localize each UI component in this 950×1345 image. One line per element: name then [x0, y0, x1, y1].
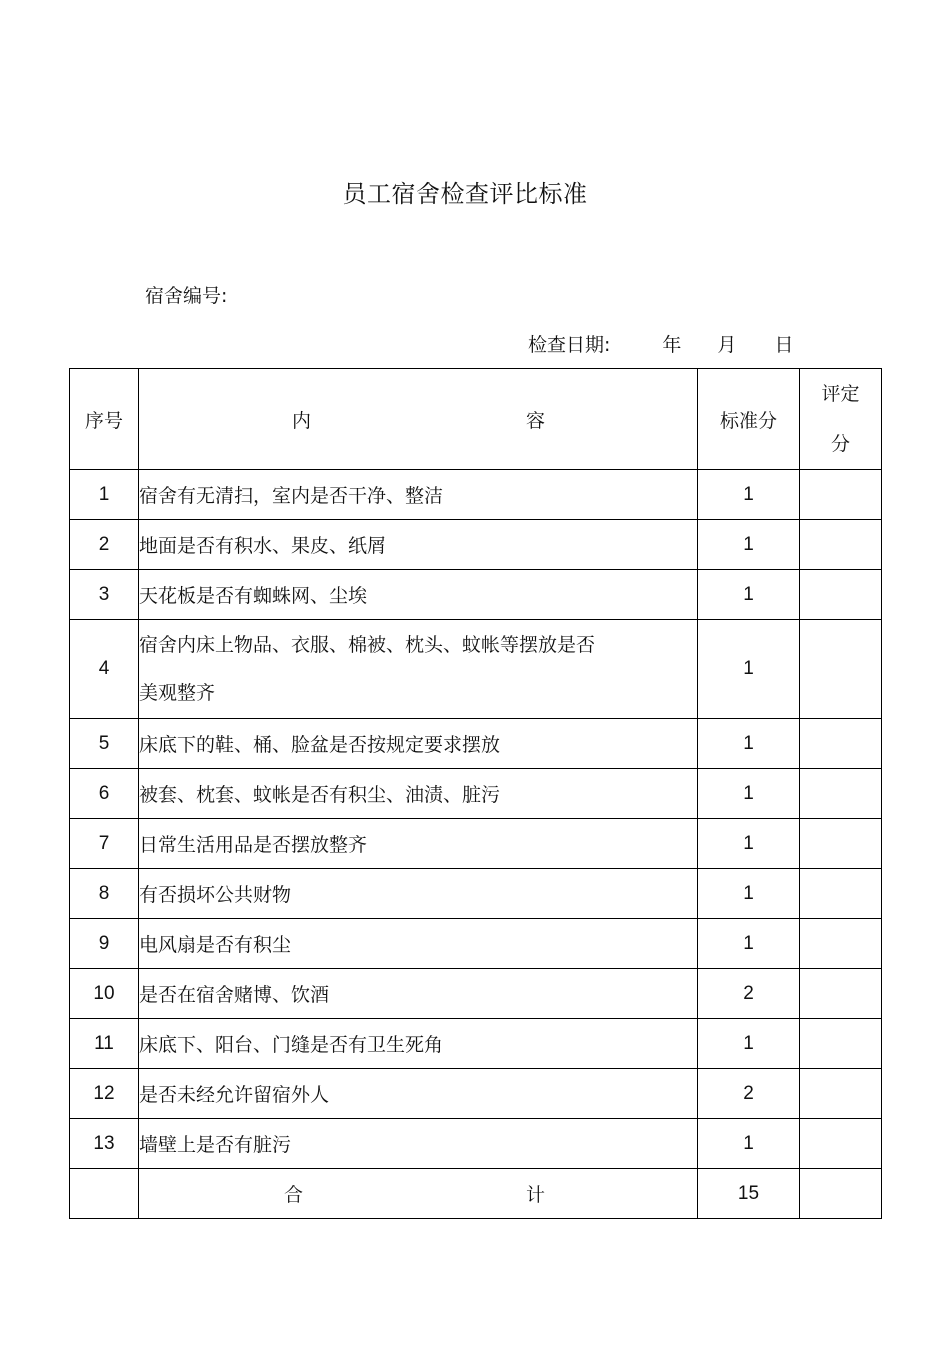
- table-row: [70, 1019, 882, 1069]
- row-score-cell[interactable]: [800, 869, 882, 919]
- table-row: [70, 620, 882, 719]
- row-no: 9: [70, 919, 139, 969]
- row-no: 7: [70, 819, 139, 869]
- table-row: [70, 470, 882, 520]
- row-score-cell[interactable]: [800, 620, 882, 719]
- table-row: [70, 869, 882, 919]
- row-standard: 1: [698, 1119, 800, 1169]
- table-header-row: [70, 369, 882, 470]
- row-content: 电风扇是否有积尘: [139, 919, 698, 969]
- date-year-label: 年: [662, 334, 682, 356]
- header-content-left: 内: [292, 409, 312, 432]
- row-content: 是否在宿舍赌博、饮酒: [139, 969, 698, 1019]
- row-score-cell[interactable]: [800, 470, 882, 520]
- row-score-cell[interactable]: [800, 1119, 882, 1169]
- row-content: 有否损坏公共财物: [139, 869, 698, 919]
- table-row: [70, 969, 882, 1019]
- row-score-cell[interactable]: [800, 719, 882, 769]
- row-no: 1: [70, 470, 139, 520]
- row-content: [139, 620, 698, 719]
- table-row: [70, 1069, 882, 1119]
- row-content: 床底下的鞋、桶、脸盆是否按规定要求摆放: [139, 719, 698, 769]
- check-date-label: 检查日期:: [528, 334, 611, 356]
- total-no-cell: [70, 1169, 139, 1219]
- row-no: 2: [70, 520, 139, 570]
- row-no: 3: [70, 570, 139, 620]
- row-no: 11: [70, 1019, 139, 1069]
- row-score-cell[interactable]: [800, 919, 882, 969]
- table-row: [70, 919, 882, 969]
- row-standard: 1: [698, 470, 800, 520]
- header-standard: 标准分: [698, 369, 800, 470]
- row-score-cell[interactable]: [800, 819, 882, 869]
- row-content: 被套、枕套、蚊帐是否有积尘、油渍、脏污: [139, 769, 698, 819]
- row-no: 12: [70, 1069, 139, 1119]
- row-standard: 1: [698, 520, 800, 570]
- header-score: [800, 369, 882, 470]
- row-no: 13: [70, 1119, 139, 1169]
- row-content: 墙壁上是否有脏污: [139, 1119, 698, 1169]
- header-no: 序号: [70, 369, 139, 470]
- row-content: 床底下、阳台、门缝是否有卫生死角: [139, 1019, 698, 1069]
- table-row: [70, 719, 882, 769]
- table-row: [70, 769, 882, 819]
- row-standard: 1: [698, 1019, 800, 1069]
- row-no: 8: [70, 869, 139, 919]
- row-content: 是否未经允许留宿外人: [139, 1069, 698, 1119]
- row-score-cell[interactable]: [800, 1069, 882, 1119]
- total-label-right: 计: [525, 1184, 545, 1206]
- row-no: 6: [70, 769, 139, 819]
- row-standard: 1: [698, 919, 800, 969]
- row-standard: 1: [698, 819, 800, 869]
- header-content-right: 容: [525, 409, 545, 432]
- row-standard: 1: [698, 620, 800, 719]
- row-standard: 2: [698, 1069, 800, 1119]
- row-standard: 1: [698, 719, 800, 769]
- row-score-cell[interactable]: [800, 570, 882, 620]
- table-total-row: [70, 1169, 882, 1219]
- header-content: [139, 369, 698, 470]
- row-content: 宿舍有无清扫，室内是否干净、整洁: [139, 470, 698, 520]
- row-content: 天花板是否有蜘蛛网、尘埃: [139, 570, 698, 620]
- row-content-line2: 美观整齐: [139, 682, 216, 704]
- row-score-cell[interactable]: [800, 520, 882, 570]
- table-row: [70, 520, 882, 570]
- row-score-cell[interactable]: [800, 769, 882, 819]
- dorm-number-label: 宿舍编号:: [145, 285, 228, 307]
- row-standard: 1: [698, 869, 800, 919]
- inspection-table: [69, 368, 882, 1219]
- total-label-left: 合: [284, 1184, 304, 1206]
- table-row: [70, 1119, 882, 1169]
- row-score-cell[interactable]: [800, 1019, 882, 1069]
- row-score-cell[interactable]: [800, 969, 882, 1019]
- header-score-line2: 分: [830, 433, 850, 455]
- row-standard: 2: [698, 969, 800, 1019]
- header-score-line1: 评定: [821, 383, 860, 405]
- check-date-line: [528, 330, 793, 357]
- row-no: 10: [70, 969, 139, 1019]
- row-content: 地面是否有积水、果皮、纸屑: [139, 520, 698, 570]
- row-content: 日常生活用品是否摆放整齐: [139, 819, 698, 869]
- row-standard: 1: [698, 769, 800, 819]
- date-day-label: 日: [774, 334, 794, 356]
- total-label: [139, 1169, 698, 1219]
- row-no: 4: [70, 620, 139, 719]
- table-row: [70, 570, 882, 620]
- table-row: [70, 819, 882, 869]
- row-standard: 1: [698, 570, 800, 620]
- total-score-cell[interactable]: [800, 1169, 882, 1219]
- row-no: 5: [70, 719, 139, 769]
- row-content-line1: 宿舍内床上物品、衣服、棉被、枕头、蚊帐等摆放是否: [139, 634, 596, 656]
- page-title: 员工宿舍检查评比标准: [342, 180, 588, 208]
- total-standard: 15: [698, 1169, 800, 1219]
- date-month-label: 月: [717, 334, 737, 356]
